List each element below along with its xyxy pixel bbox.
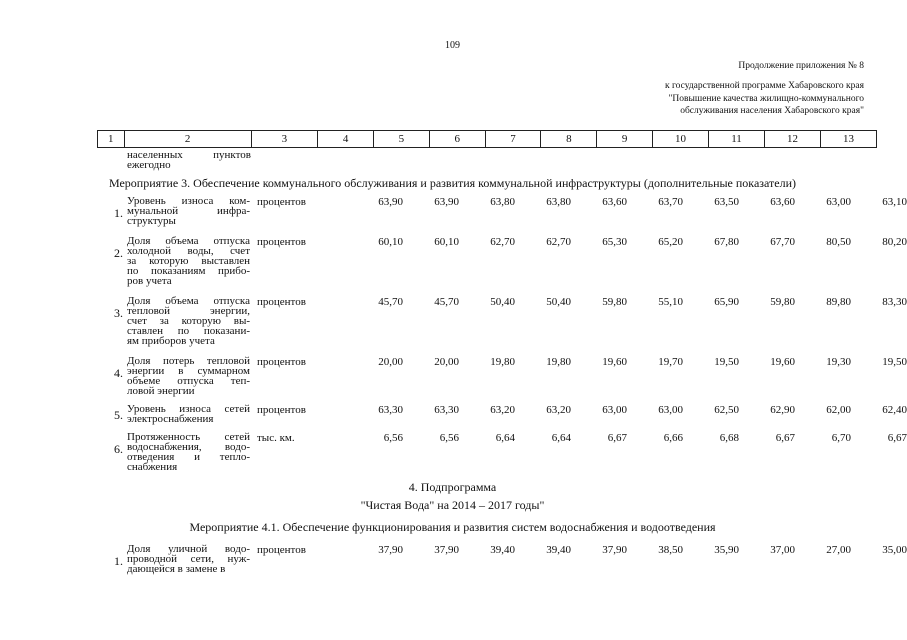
indicator-value: 19,50 bbox=[882, 356, 907, 368]
indicator-value: 35,00 bbox=[882, 544, 907, 556]
indicator-value: 63,00 bbox=[602, 404, 627, 416]
indicator-value: 63,10 bbox=[882, 196, 907, 208]
indicator-value: 89,80 bbox=[826, 296, 851, 308]
column-number: 8 bbox=[541, 131, 597, 148]
indicator-value: 80,20 bbox=[882, 236, 907, 248]
indicator-value: 19,60 bbox=[770, 356, 795, 368]
indicator-value: 19,50 bbox=[714, 356, 739, 368]
indicator-name-line: Уровень износа сетей bbox=[127, 403, 250, 415]
indicator-name-line: энергии в суммарном bbox=[127, 365, 250, 377]
indicator-value: 65,20 bbox=[658, 236, 683, 248]
indicator-name-line: Доля объема отпуска bbox=[127, 295, 250, 307]
column-number: 6 bbox=[429, 131, 485, 148]
indicator-value: 50,40 bbox=[546, 296, 571, 308]
indicator-value: 6,56 bbox=[439, 432, 459, 444]
indicator-value: 59,80 bbox=[770, 296, 795, 308]
program-reference-line: обслуживания населения Хабаровского края" bbox=[680, 106, 864, 116]
indicator-value: 45,70 bbox=[434, 296, 459, 308]
row-number: 2. bbox=[114, 246, 123, 260]
unit-of-measure: процентов bbox=[257, 404, 306, 416]
unit-of-measure: процентов bbox=[257, 236, 306, 248]
indicator-name-line: ров учета bbox=[127, 275, 172, 287]
indicator-value: 37,00 bbox=[770, 544, 795, 556]
indicator-value: 37,90 bbox=[434, 544, 459, 556]
row-number: 4. bbox=[114, 366, 123, 380]
indicator-value: 39,40 bbox=[546, 544, 571, 556]
indicator-value: 62,70 bbox=[546, 236, 571, 248]
subprogram-number: 4. Подпрограмма bbox=[408, 480, 497, 494]
indicator-value: 19,60 bbox=[602, 356, 627, 368]
indicator-name bbox=[127, 196, 250, 226]
indicator-value: 65,30 bbox=[602, 236, 627, 248]
measure-3-heading: Мероприятие 3. Обеспечение коммунального обслуживания и развития коммунальной инфраструктуры (дополнительные показатели) bbox=[108, 176, 797, 190]
indicator-value: 6,70 bbox=[831, 432, 851, 444]
indicator-value: 19,30 bbox=[826, 356, 851, 368]
indicator-value: 39,40 bbox=[490, 544, 515, 556]
column-number: 2 bbox=[124, 131, 251, 148]
indicator-name-line: мунальной инфра- bbox=[127, 205, 250, 217]
indicator-name-line: по показаниям прибо- bbox=[127, 265, 250, 277]
indicator-value: 6,67 bbox=[887, 432, 907, 444]
indicator-value: 63,90 bbox=[378, 196, 403, 208]
indicator-value: 6,67 bbox=[607, 432, 627, 444]
indicator-name-line: структуры bbox=[127, 215, 176, 227]
indicator-name-line: водоснабжения, водо- bbox=[127, 441, 250, 453]
indicator-name-line: ям приборов учета bbox=[127, 335, 215, 347]
indicator-value: 63,20 bbox=[546, 404, 571, 416]
indicator-name-line: снабжения bbox=[127, 461, 178, 473]
indicator-name-line: дающейся в замене в bbox=[127, 563, 226, 575]
indicator-value: 20,00 bbox=[378, 356, 403, 368]
unit-of-measure: процентов bbox=[257, 544, 306, 556]
indicator-value: 63,60 bbox=[770, 196, 795, 208]
indicator-name bbox=[127, 296, 250, 346]
column-number: 10 bbox=[653, 131, 709, 148]
measure-4-1-heading: Мероприятие 4.1. Обеспечение функционирования и развития систем водоснабжения и водоотведения bbox=[189, 520, 716, 534]
indicator-name-line: Доля потерь тепловой bbox=[127, 355, 250, 367]
indicator-value: 83,30 bbox=[882, 296, 907, 308]
unit-of-measure: процентов bbox=[257, 196, 306, 208]
indicator-value: 6,64 bbox=[495, 432, 515, 444]
indicator-value: 65,90 bbox=[714, 296, 739, 308]
continued-indicator-text: населенных пунктов bbox=[127, 149, 251, 161]
indicator-value: 60,10 bbox=[434, 236, 459, 248]
indicator-value: 62,40 bbox=[882, 404, 907, 416]
indicator-value: 63,50 bbox=[714, 196, 739, 208]
column-number: 9 bbox=[597, 131, 653, 148]
indicator-name-line: ловой энергии bbox=[127, 385, 195, 397]
appendix-continuation: Продолжение приложения № 8 bbox=[738, 61, 864, 71]
unit-of-measure: процентов bbox=[257, 296, 306, 308]
row-number: 1. bbox=[114, 206, 123, 220]
indicator-value: 63,20 bbox=[490, 404, 515, 416]
indicator-value: 6,68 bbox=[719, 432, 739, 444]
indicator-value: 67,80 bbox=[714, 236, 739, 248]
indicator-name-line: Доля уличной водо- bbox=[127, 543, 250, 555]
program-reference-line: "Повышение качества жилищно-коммунального bbox=[668, 93, 864, 104]
column-number: 11 bbox=[709, 131, 765, 148]
indicator-name-line: за которую выставлен bbox=[127, 255, 250, 267]
program-reference bbox=[665, 80, 864, 118]
indicator-value: 38,50 bbox=[658, 544, 683, 556]
indicator-value: 63,80 bbox=[490, 196, 515, 208]
indicator-value: 63,30 bbox=[378, 404, 403, 416]
column-number: 4 bbox=[318, 131, 374, 148]
column-number: 3 bbox=[251, 131, 318, 148]
page-number: 109 bbox=[445, 40, 460, 51]
indicator-value: 59,80 bbox=[602, 296, 627, 308]
indicator-value: 19,80 bbox=[546, 356, 571, 368]
indicator-name bbox=[127, 544, 250, 574]
indicator-value: 62,00 bbox=[826, 404, 851, 416]
indicator-value: 63,30 bbox=[434, 404, 459, 416]
indicator-value: 20,00 bbox=[434, 356, 459, 368]
row-number: 6. bbox=[114, 442, 123, 456]
indicator-value: 45,70 bbox=[378, 296, 403, 308]
indicator-name-line: тепловой энергии, bbox=[127, 305, 250, 317]
indicator-value: 27,00 bbox=[826, 544, 851, 556]
indicator-name-line: проводной сети, нуж- bbox=[127, 553, 250, 565]
column-number: 13 bbox=[820, 131, 876, 148]
row-number: 5. bbox=[114, 408, 123, 422]
indicator-value: 62,50 bbox=[714, 404, 739, 416]
indicator-value: 62,90 bbox=[770, 404, 795, 416]
indicator-name-line: ставлен по показани- bbox=[127, 325, 250, 337]
column-number-row bbox=[97, 130, 877, 148]
program-reference-line: к государственной программе Хабаровского края bbox=[664, 81, 864, 91]
indicator-name-line: электроснабжения bbox=[127, 413, 214, 425]
indicator-value: 63,00 bbox=[826, 196, 851, 208]
unit-of-measure: процентов bbox=[257, 356, 306, 368]
indicator-value: 19,70 bbox=[658, 356, 683, 368]
indicator-name bbox=[127, 356, 250, 396]
indicator-value: 37,90 bbox=[378, 544, 403, 556]
indicator-value: 55,10 bbox=[658, 296, 683, 308]
indicator-value: 50,40 bbox=[490, 296, 515, 308]
indicator-value: 19,80 bbox=[490, 356, 515, 368]
indicator-value: 63,70 bbox=[658, 196, 683, 208]
indicator-name bbox=[127, 236, 250, 286]
continued-indicator-text: ежегодно bbox=[127, 159, 171, 171]
indicator-name bbox=[127, 432, 250, 472]
row-number: 3. bbox=[114, 306, 123, 320]
indicator-value: 63,60 bbox=[602, 196, 627, 208]
indicator-name-line: Протяженность сетей bbox=[127, 431, 250, 443]
column-number: 12 bbox=[764, 131, 820, 148]
column-number: 5 bbox=[374, 131, 430, 148]
indicator-value: 6,67 bbox=[775, 432, 795, 444]
indicator-name-line: объеме отпуска теп- bbox=[127, 375, 250, 387]
indicator-value: 63,80 bbox=[546, 196, 571, 208]
subprogram-title: "Чистая Вода" на 2014 – 2017 годы" bbox=[360, 498, 545, 512]
indicator-value: 6,66 bbox=[663, 432, 683, 444]
indicator-name bbox=[127, 404, 250, 424]
indicator-name-line: отведения и тепло- bbox=[127, 451, 250, 463]
indicator-value: 35,90 bbox=[714, 544, 739, 556]
indicator-value: 37,90 bbox=[602, 544, 627, 556]
unit-of-measure: тыс. км. bbox=[257, 432, 295, 444]
column-number: 7 bbox=[485, 131, 541, 148]
indicator-value: 63,90 bbox=[434, 196, 459, 208]
indicator-name-line: холодной воды, счет bbox=[127, 245, 250, 257]
indicator-value: 80,50 bbox=[826, 236, 851, 248]
indicator-name-line: Уровень износа ком- bbox=[127, 195, 250, 207]
row-number: 1. bbox=[114, 554, 123, 568]
indicator-value: 6,64 bbox=[551, 432, 571, 444]
indicator-value: 60,10 bbox=[378, 236, 403, 248]
indicator-value: 6,56 bbox=[383, 432, 403, 444]
indicator-value: 67,70 bbox=[770, 236, 795, 248]
column-number: 1 bbox=[98, 131, 125, 148]
indicator-value: 62,70 bbox=[490, 236, 515, 248]
indicator-name-line: счет за которую вы- bbox=[127, 315, 250, 327]
indicator-name-line: Доля объема отпуска bbox=[127, 235, 250, 247]
indicator-value: 63,00 bbox=[658, 404, 683, 416]
